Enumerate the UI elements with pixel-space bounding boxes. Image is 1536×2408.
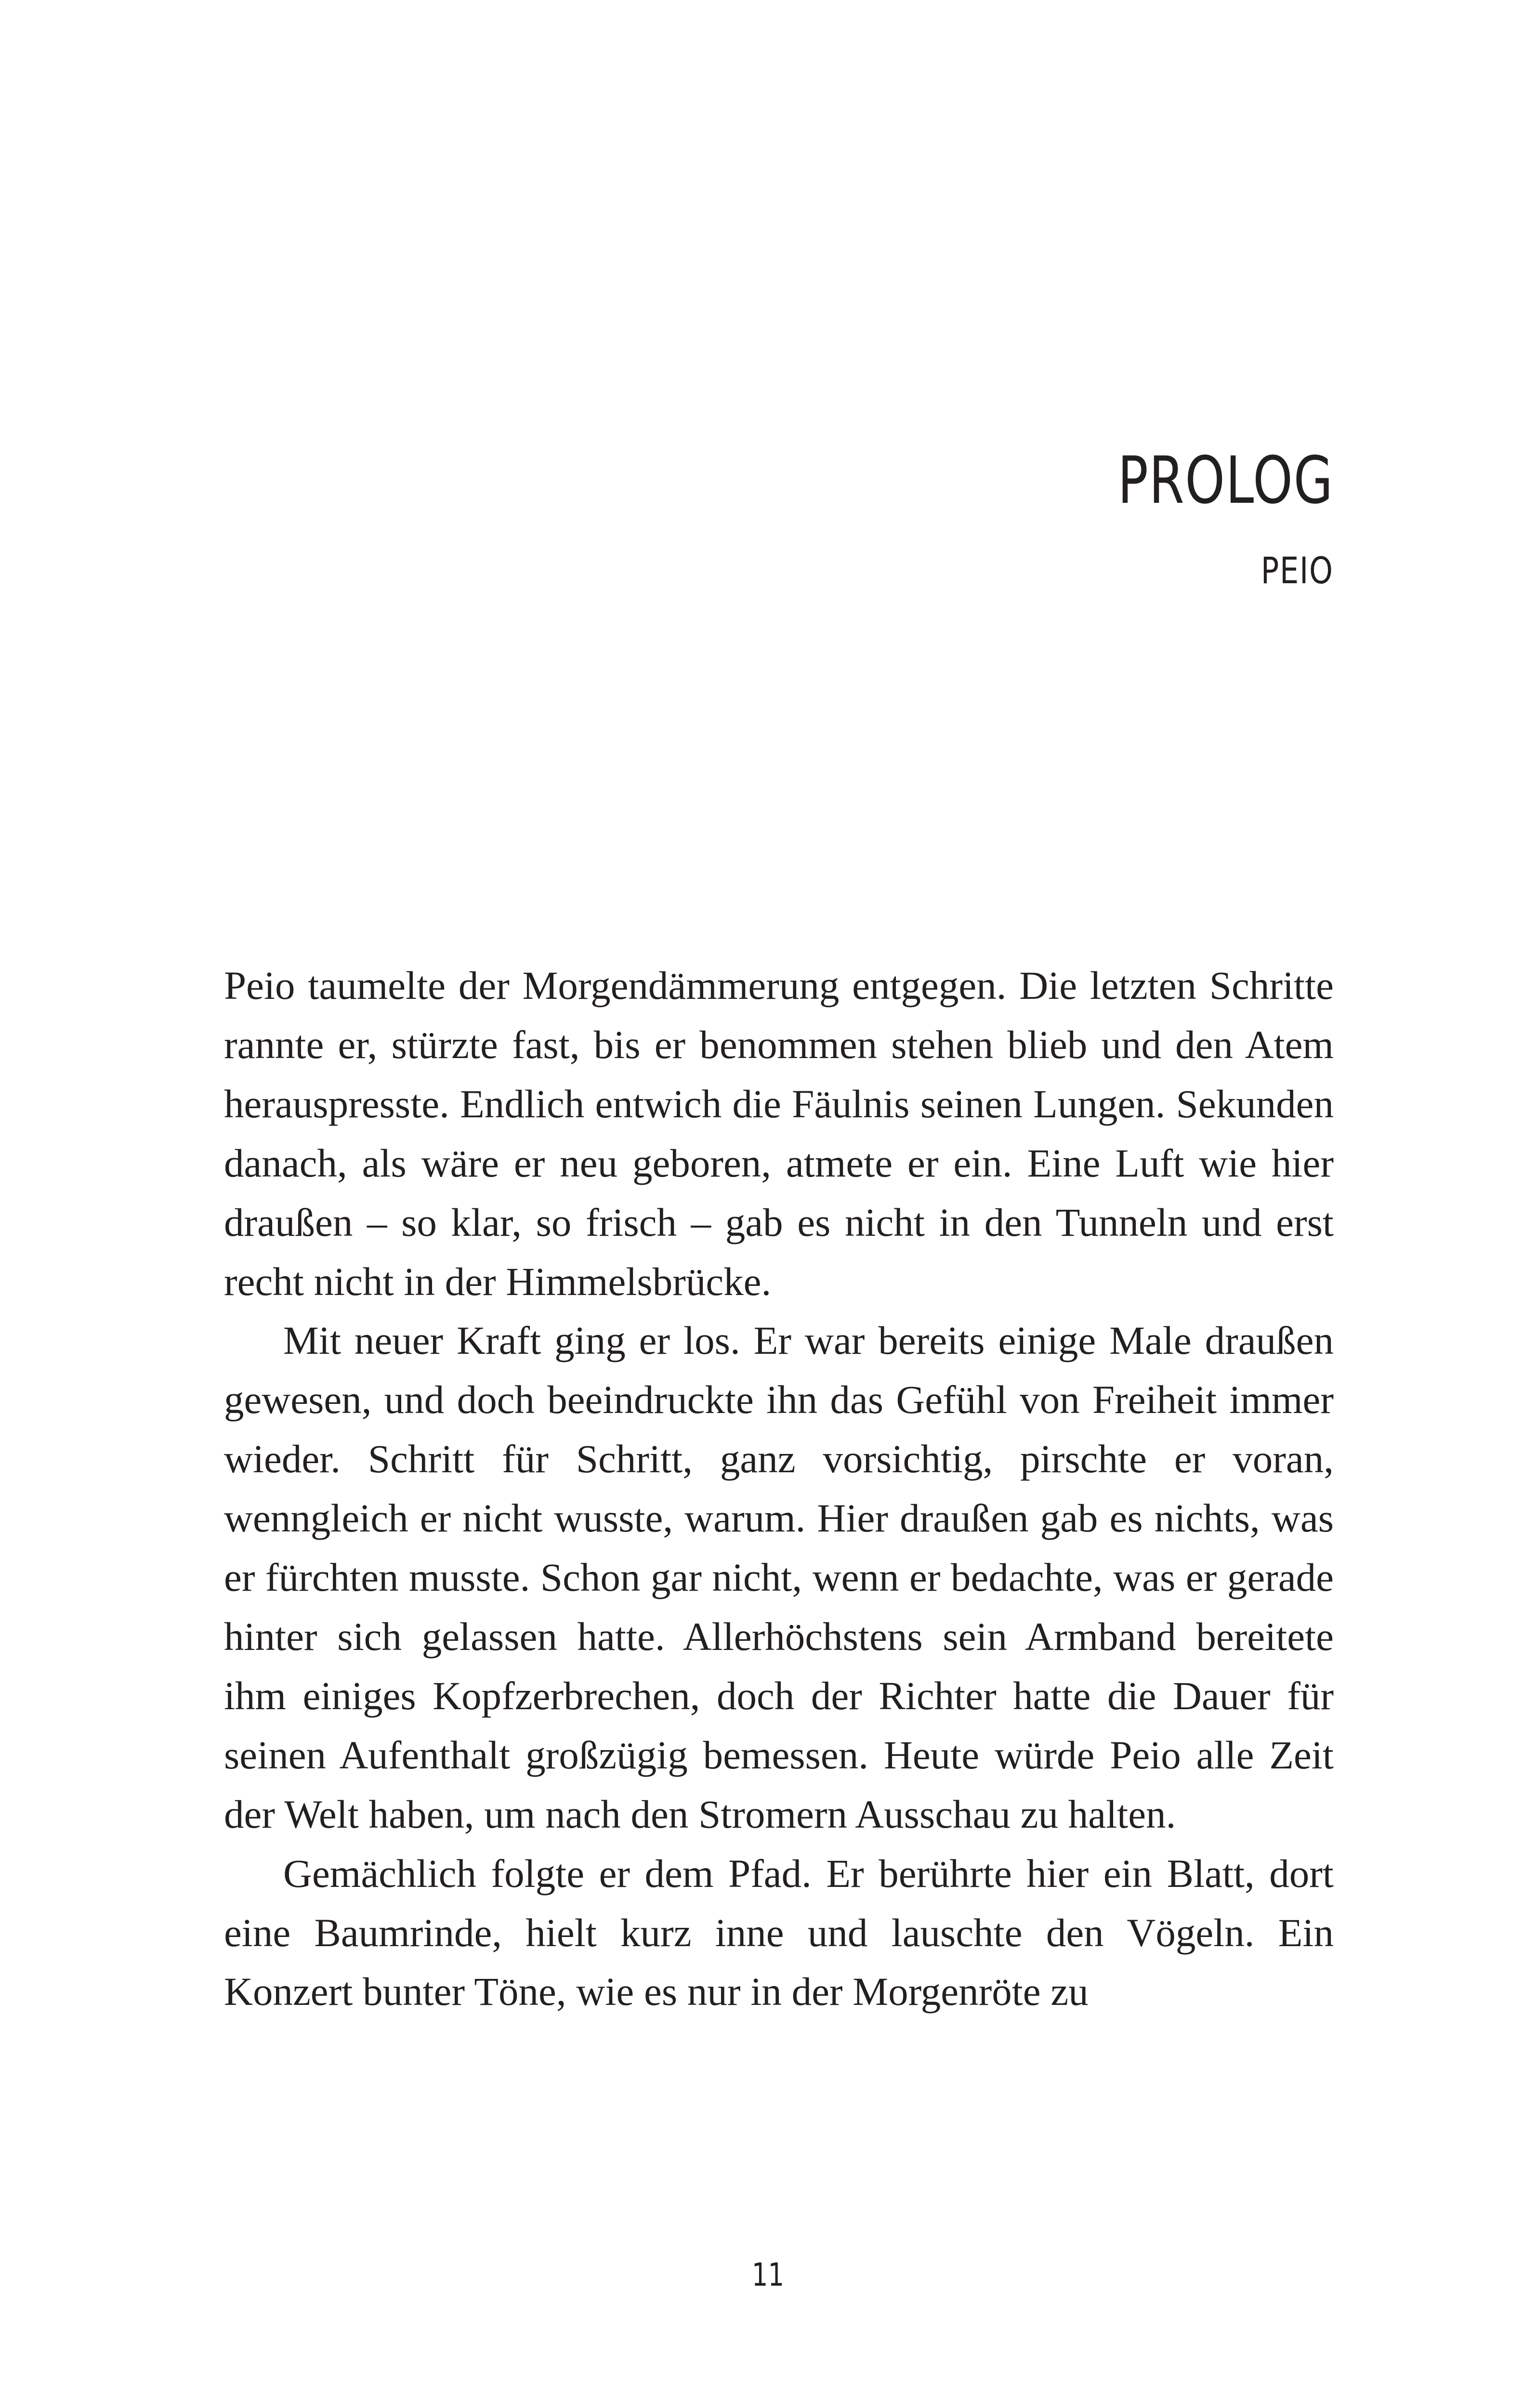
page-number: 11: [751, 2256, 785, 2293]
paragraph: Mit neuer Kraft ging er los. Er war bereits einige Male draußen gewesen, und doch beeindruckte ihn das Gefühl von Freiheit immer wieder. Schritt für Schritt, ganz vorsichtig, pirschte er voran, wenngleich er nicht wusste, warum. Hier draußen gab es nichts, was er fürchten musste. Schon gar nicht, wenn er bedachte, was er gerade hinter sich gelassen hatte. Allerhöchstens sein Armband bereitete ihm einiges Kopfzerbrechen, doch der Richter hatte die Dauer für seinen Aufenthalt großzügig bemessen. Heute würde Peio alle Zeit der Welt haben, um nach den Stromern Ausschau zu halten.: [224, 1318, 1334, 1836]
body-text: [224, 956, 1334, 2021]
paragraph: Peio taumelte der Morgendämmerung entgegen. Die letzten Schritte rannte er, stürzte fast, bis er benommen stehen blieb und den Atem herauspresste. Endlich entwich die Fäulnis seinen Lungen. Sekunden danach, als wäre er neu geboren, atmete er ein. Eine Luft wie hier draußen – so klar, so frisch – gab es nicht in den Tunneln und erst recht nicht in der Himmelsbrücke.: [224, 963, 1334, 1304]
chapter-header: [1057, 443, 1334, 592]
chapter-subtitle: PEIO: [1261, 549, 1334, 592]
paragraph: Gemächlich folgte er dem Pfad. Er berührte hier ein Blatt, dort eine Baumrinde, hielt kurz inne und lauschte den Vögeln. Ein Konzert bunter Töne, wie es nur in der Morgenröte zu: [224, 1851, 1334, 2014]
chapter-title: PROLOG: [1117, 443, 1334, 518]
